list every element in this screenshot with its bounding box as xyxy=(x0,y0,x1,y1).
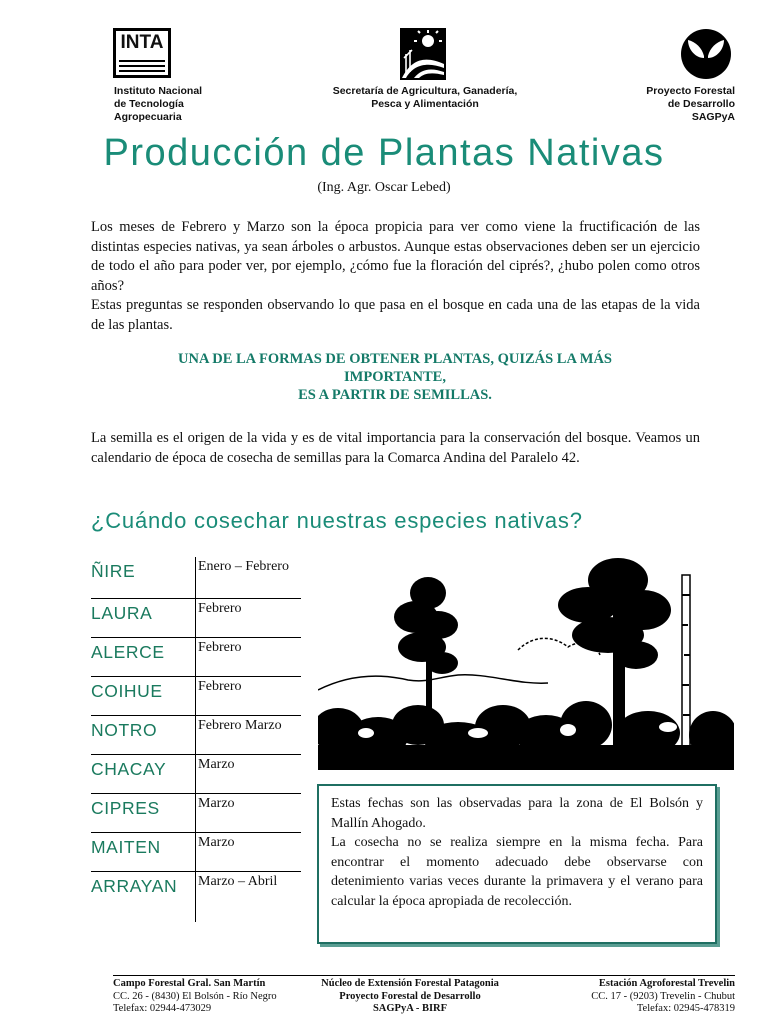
note-paragraph-2: La cosecha no se realiza siempre en la misma fecha. Para encontrar el momento adecuado debe observarse con detenimiento varias veces durante la primavera y el verano para calcular la época apropiada de recolección. xyxy=(331,835,703,909)
footer-estacion-trevelin: Estación Agroforestal Trevelin CC. 17 - (9203) Trevelin - Chubut Telefax: 02945-478319 xyxy=(591,978,735,1014)
species-name: CHACAY xyxy=(91,759,167,779)
table-row xyxy=(91,755,301,794)
page-title: Producción de Plantas Nativas xyxy=(103,132,665,174)
table-row xyxy=(91,677,301,716)
harvest-date: Febrero Marzo xyxy=(195,716,300,754)
table-row xyxy=(91,833,301,872)
footer-divider xyxy=(113,975,735,976)
footer-nucleo-extension: Núcleo de Extensión Forestal Patagonia Proyecto Forestal de Desarrollo SAGPyA - BIRF xyxy=(321,978,499,1014)
species-name: ÑIRE xyxy=(91,561,136,581)
table-row xyxy=(91,638,301,677)
table-row xyxy=(91,794,301,833)
table-row xyxy=(91,716,301,755)
seed-paragraph: La semilla es el origen de la vida y es de vital importancia para la conservación del bosque. Veamos un calendario de época de cosecha de semillas para la Comarca Andina del Paralelo 42. xyxy=(91,430,700,466)
table-row xyxy=(91,599,301,638)
inta-logo-text: INTA xyxy=(120,32,164,53)
harvest-date: Febrero xyxy=(195,599,300,637)
section-subtitle: ¿Cuándo cosechar nuestras especies nativas? xyxy=(91,508,583,533)
species-name: COIHUE xyxy=(91,681,163,701)
table-row xyxy=(91,872,301,902)
species-name: ALERCE xyxy=(91,642,165,662)
harvest-date: Marzo – Abril xyxy=(195,872,300,922)
author-line: (Ing. Agr. Oscar Lebed) xyxy=(317,180,451,195)
harvest-date: Marzo xyxy=(195,794,300,832)
harvest-date: Marzo xyxy=(195,755,300,793)
inta-org-name: Instituto Nacional de Tecnología Agropecuaria xyxy=(114,85,203,123)
proyecto-forestal-logo xyxy=(680,28,732,80)
harvest-date: Febrero xyxy=(195,638,300,676)
forest-illustration xyxy=(318,555,734,770)
note-paragraph-1: Estas fechas son las observadas para la zona de El Bolsón y Mallín Ahogado. xyxy=(331,796,703,831)
harvest-date: Marzo xyxy=(195,833,300,871)
species-name: LAURA xyxy=(91,603,153,623)
species-name: ARRAYAN xyxy=(91,876,178,896)
table-row xyxy=(91,557,301,599)
intro-paragraph-2: Estas preguntas se responden observando lo que pasa en el bosque en cada una de las etapas de la vida de las plantas. xyxy=(91,297,700,333)
species-name: NOTRO xyxy=(91,720,158,740)
harvest-date: Febrero xyxy=(195,677,300,715)
highlight-callout: UNA DE LA FORMAS DE OBTENER PLANTAS, QUIZÁS LA MÁS IMPORTANTE, ES A PARTIR DE SEMILLAS. xyxy=(178,351,612,403)
proyecto-forestal-org-name: Proyecto Forestal de Desarrollo SAGPyA xyxy=(646,85,735,123)
inta-logo xyxy=(113,28,171,78)
harvest-date: Enero – Febrero xyxy=(195,557,300,598)
sagpya-sun-field-logo xyxy=(400,28,446,80)
sagpya-org-name: Secretaría de Agricultura, Ganadería, Pesca y Alimentación xyxy=(332,85,518,110)
species-name: MAITEN xyxy=(91,837,161,857)
footer-campo-forestal: Campo Forestal Gral. San Martín CC. 26 - (8430) El Bolsón - Río Negro Telefax: 02944-473029 xyxy=(113,978,277,1014)
species-harvest-table xyxy=(91,557,301,902)
species-name: CIPRES xyxy=(91,798,160,818)
harvest-note-box xyxy=(317,784,717,944)
intro-paragraph-1: Los meses de Febrero y Marzo son la época propicia para ver como viene la fructificación de las distintas especies nativas, ya sean árboles o arbustos. Aunque estas observaciones deben ser un ejercicio de todo el año para poder ver, por ejemplo, ¿cómo fue la floración del ciprés?, ¿hubo polen como otros años? xyxy=(91,219,700,294)
intro-text xyxy=(91,218,700,335)
